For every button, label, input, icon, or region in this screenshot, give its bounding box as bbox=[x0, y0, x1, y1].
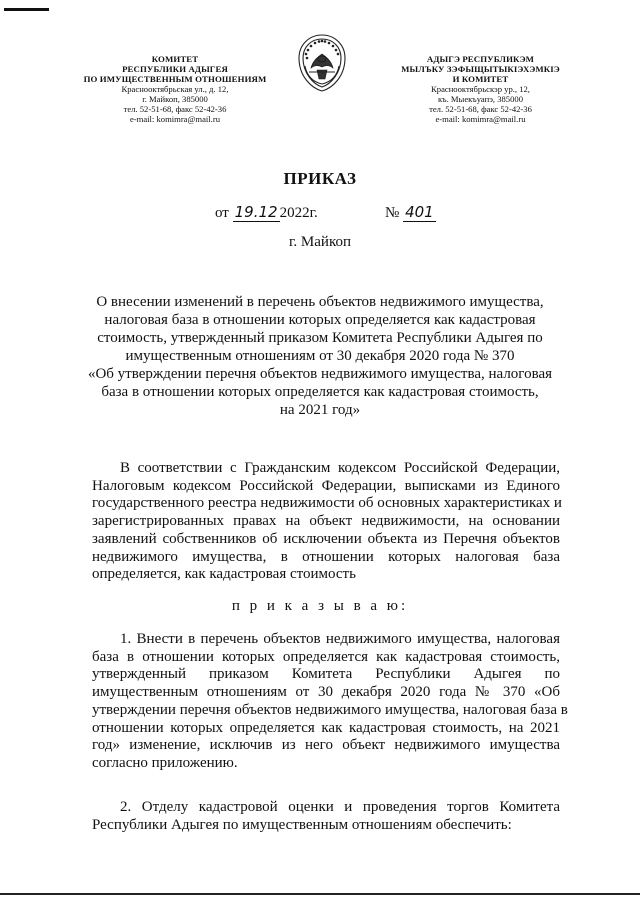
org-address: Краснооктябрьскэр ур., 12, bbox=[431, 84, 530, 94]
preamble-line: заявлений собственников об исключении объекта из Перечня объектов bbox=[92, 530, 560, 547]
date-suffix: 2022г. bbox=[279, 205, 318, 221]
order-subject bbox=[80, 293, 560, 419]
header-left bbox=[80, 54, 270, 124]
item-1-line: отношении которых определяется как кадастровая стоимость, на 2021 bbox=[92, 719, 560, 736]
item-2-paragraph bbox=[92, 799, 560, 834]
bottom-rule bbox=[0, 893, 640, 895]
org-name-line3: И КОМИТЕТ bbox=[452, 74, 509, 84]
item-1-line: утверждении перечня объектов недвижимого имущества, налоговая база в bbox=[92, 701, 568, 718]
item-1-paragraph bbox=[92, 631, 568, 773]
org-phone: тел. 52-51-68, факс 52-42-36 bbox=[123, 104, 227, 114]
item-2-line: Республики Адыгея по имущественным отношениям обеспечить: bbox=[92, 816, 512, 833]
item-1-line: согласно приложению. bbox=[92, 754, 238, 771]
subject-line: «Об утверждении перечня объектов недвижимого имущества, налоговая bbox=[87, 366, 553, 382]
org-address: Краснооктябрьская ул., д. 12, bbox=[121, 84, 229, 94]
item-2-line: 2. Отделу кадастровой оценки и проведения торгов Комитета bbox=[120, 799, 560, 815]
date-prefix: от bbox=[215, 205, 229, 221]
top-rule bbox=[4, 8, 49, 11]
subject-line: стоимость, утвержденный приказом Комитета Республики Адыгея по bbox=[97, 330, 543, 346]
republic-emblem-icon bbox=[293, 32, 351, 94]
preamble-line: зарегистрированных правах на объект недвижимости, на основании bbox=[92, 513, 560, 530]
org-name-line1: КОМИТЕТ bbox=[151, 54, 199, 64]
item-1-line: база в отношении которых определяется как кадастровая стоимость, bbox=[92, 648, 560, 665]
item-1-line: 1. Внести в перечень объектов недвижимого имущества, налоговая bbox=[120, 631, 560, 647]
order-number bbox=[385, 203, 436, 222]
handwritten-number: 401 bbox=[405, 203, 434, 221]
subject-line: на 2021 год» bbox=[279, 402, 361, 418]
item-1-line: имущественным отношениям от 30 декабря 2020 года № 370 «Об bbox=[92, 684, 560, 701]
item-1-line: утвержденный приказом Комитета Республики Адыгея по bbox=[92, 666, 560, 683]
org-email: e-mail: komimra@mail.ru bbox=[435, 114, 526, 124]
subject-line: налоговая база в отношении которых определяется как кадастровая bbox=[104, 312, 536, 328]
org-phone: тел. 52-51-68, факс 52-42-36 bbox=[429, 104, 532, 114]
order-date bbox=[215, 203, 318, 222]
org-name-line2: РЕСПУБЛИКИ АДЫГЕЯ bbox=[122, 64, 228, 74]
issue-city: г. Майкоп bbox=[288, 234, 352, 250]
item-1-line: год» изменение, исключив из него объект недвижимого имущества bbox=[92, 737, 560, 754]
preamble-line: определяется, как кадастровая стоимость bbox=[92, 566, 356, 583]
decree-word: п р и к а з ы в а ю: bbox=[231, 598, 409, 614]
document-title: ПРИКАЗ bbox=[283, 169, 357, 188]
subject-line: О внесении изменений в перечень объектов недвижимого имущества, bbox=[96, 294, 544, 310]
handwritten-date: 19.12 bbox=[234, 203, 278, 221]
subject-line: имущественным отношениям от 30 декабря 2020 года № 370 bbox=[125, 348, 515, 364]
preamble-line: В соответствии с Гражданским кодексом Российской Федерации, bbox=[120, 460, 560, 476]
preamble-line: государственного реестра недвижимости об основных характеристиках и bbox=[92, 495, 562, 512]
preamble-paragraph bbox=[92, 460, 560, 584]
preamble-line: Налоговым кодексом Российской Федерации, выписками из Единого bbox=[92, 477, 560, 494]
header-right bbox=[398, 54, 563, 124]
org-email: e-mail: komimra@mail.ru bbox=[129, 114, 220, 124]
org-name-line3: ПО ИМУЩЕСТВЕННЫМ ОТНОШЕНИЯМ bbox=[83, 74, 267, 84]
subject-line: база в отношении которых определяется как кадастровая стоимость, bbox=[101, 384, 539, 400]
org-city: къ. Мыекъуапэ, 385000 bbox=[437, 94, 523, 104]
org-name-line2: МЫЛЪКУ ЗЭФЫЩЫТЫКІЭХЭМКІЭ bbox=[401, 64, 560, 74]
number-prefix: № bbox=[385, 205, 400, 221]
preamble-line: недвижимого имущества, в отношении которых налоговая база bbox=[92, 548, 560, 565]
org-name-line1: АДЫГЭ РЕСПУБЛИКЭМ bbox=[426, 54, 535, 64]
org-city: г. Майкоп, 385000 bbox=[142, 94, 208, 104]
